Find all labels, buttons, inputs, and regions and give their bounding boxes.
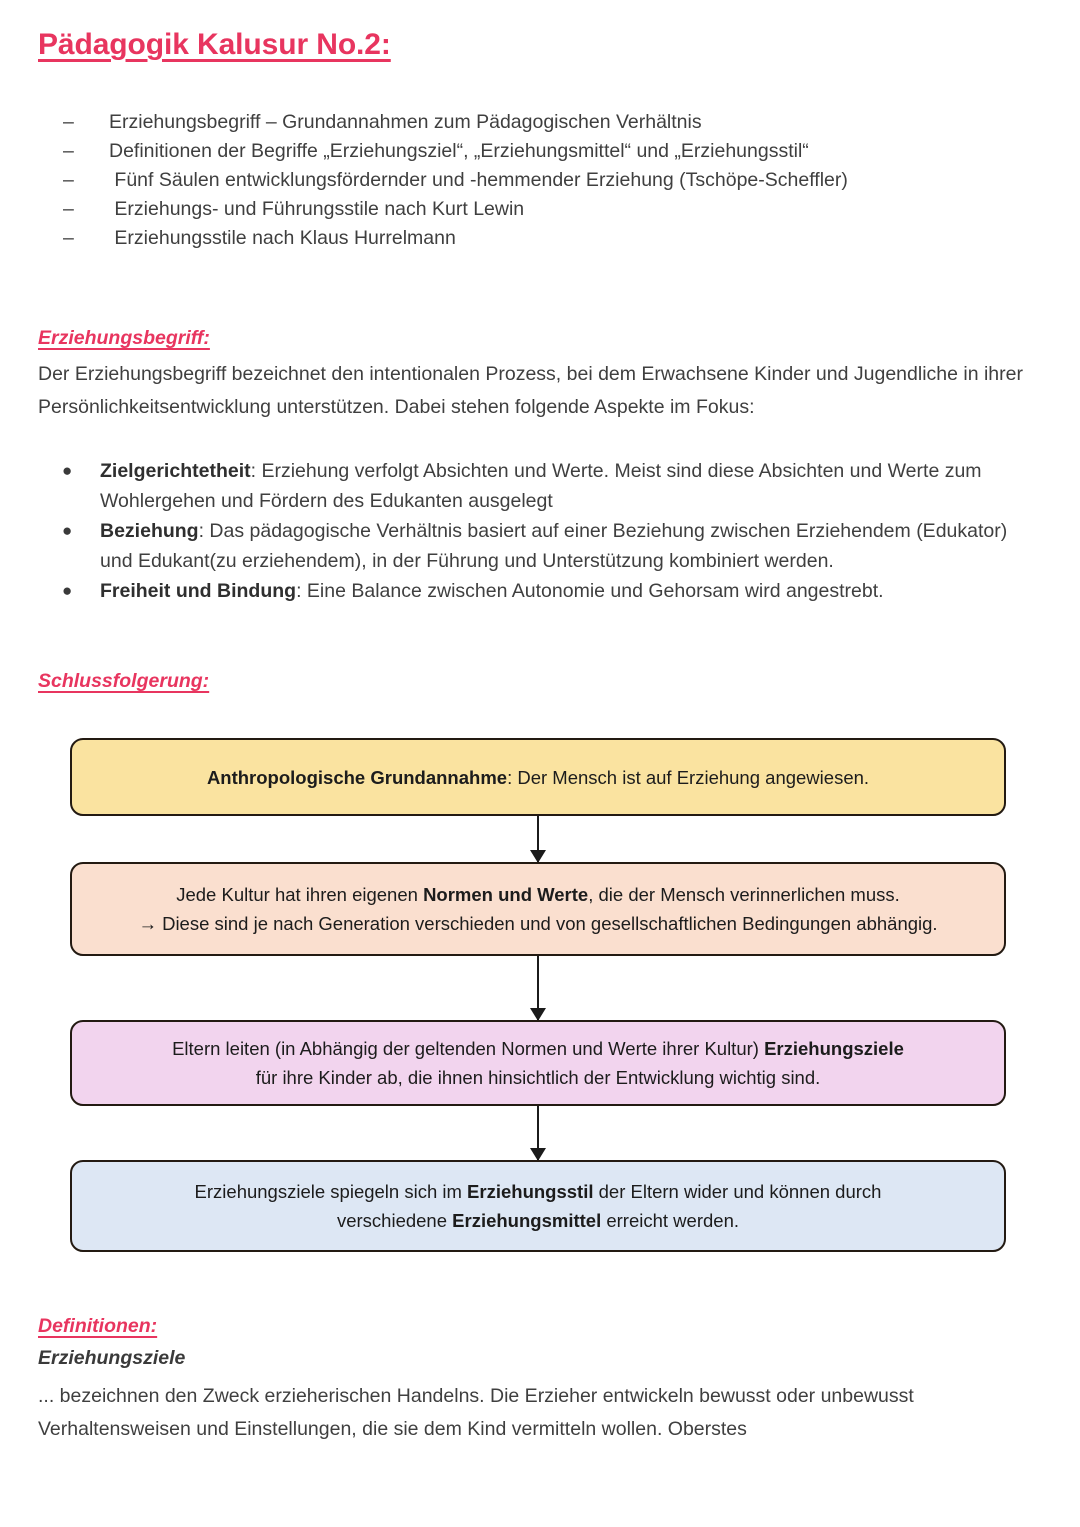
bullet-dot-icon: ●	[62, 521, 73, 540]
flowchart-box-bold-lead: Anthropologische Grundannahme	[206, 766, 508, 788]
flowchart-box-rest: : Der Mensch ist auf Erziehung angewiesen.	[507, 766, 870, 788]
flowchart-box-normen-und-werte	[70, 862, 1006, 956]
flowchart	[70, 738, 1006, 1252]
flow-arrow-1	[70, 816, 1006, 862]
agenda-item-label: Erziehungsbegriff – Grundannahmen zum Pädagogischen Verhältnis	[109, 111, 702, 133]
bullet-list	[0, 456, 1080, 606]
flowchart-box-text	[98, 1177, 978, 1235]
dash-marker-icon: –	[63, 169, 74, 191]
list-item	[0, 576, 1080, 606]
page-title: Pädagogik Kalusur No.2:	[38, 28, 391, 61]
flowchart-box-anthropologische-grundannahme	[70, 738, 1006, 816]
bullet-text	[100, 576, 1040, 606]
paragraph-definitionen: ... bezeichnen den Zweck erzieherischen Handelns. Die Erzieher entwickeln bewusst oder unbewusst Verhaltensweisen und Einstellungen, die sie dem Kind vermitteln wollen. Oberstes	[38, 1385, 914, 1440]
flowchart-box-text	[98, 1034, 978, 1092]
subheading-erziehungsziele: Erziehungsziele	[38, 1347, 186, 1369]
agenda-item-label: Erziehungsstile nach Klaus Hurrelmann	[109, 227, 456, 249]
flowchart-line1-post: der Eltern wider und können durch	[593, 1181, 882, 1202]
bullet-text	[100, 516, 1040, 576]
bullet-term: Beziehung	[100, 520, 199, 542]
flowchart-box-erziehungsziele	[70, 1020, 1006, 1106]
flow-arrow-3	[70, 1106, 1006, 1160]
flowchart-line2-pre: verschiedene	[336, 1210, 453, 1231]
flowchart-line1-post: , die der Mensch verinnerlichen muss.	[588, 884, 900, 905]
dash-marker-icon: –	[63, 140, 74, 162]
dash-marker-icon: –	[63, 198, 74, 220]
flowchart-line1-pre: Jede Kultur hat ihren eigenen	[176, 884, 424, 905]
bullet-text	[100, 456, 1040, 516]
flowchart-line1-bold: Normen und Werte	[423, 884, 589, 905]
agenda-item-label: Fünf Säulen entwicklungsfördernder und -hemmender Erziehung (Tschöpe-Scheffler)	[109, 169, 848, 191]
section-heading-definitionen: Definitionen:	[38, 1315, 158, 1337]
flowchart-line1-bold: Erziehungsziele	[764, 1038, 904, 1059]
list-item	[0, 195, 1080, 224]
agenda-list	[0, 108, 1080, 253]
bullet-term: Freiheit und Bindung	[100, 580, 297, 602]
bullet-rest: : Erziehung verfolgt Absichten und Werte. Meist sind diese Absichten und Werte zum Wohlergehen und Fördern des Edukanten ausgelegt	[100, 460, 982, 512]
bullet-dot-icon: ●	[62, 461, 73, 480]
bullet-term: Zielgerichtetheit	[100, 460, 251, 482]
flowchart-line1-pre: Eltern leiten (in Abhängig der geltenden Normen und Werte ihrer Kultur)	[172, 1038, 765, 1059]
flowchart-box-erziehungsstil	[70, 1160, 1006, 1252]
paragraph-erziehungsbegriff: Der Erziehungsbegriff bezeichnet den intentionalen Prozess, bei dem Erwachsene Kinder und Jugendliche in ihrer Persönlichkeitsentwicklung unterstützen. Dabei stehen folgende Aspekte im Fokus:	[38, 363, 1023, 418]
list-item	[0, 166, 1080, 195]
bullet-rest: : Das pädagogische Verhältnis basiert auf einer Beziehung zwischen Erziehendem (Edukator) und Edukant(zu erziehendem), in der Führung und Unterstützung kombiniert werden.	[100, 520, 1008, 572]
section-heading-erziehungsbegriff: Erziehungsbegriff:	[38, 327, 210, 349]
bullet-dot-icon: ●	[62, 581, 73, 600]
dash-marker-icon: –	[63, 227, 74, 249]
flow-arrow-2	[70, 956, 1006, 1020]
section-heading-schlussfolgerung: Schlussfolgerung:	[38, 670, 210, 692]
dash-marker-icon: –	[63, 111, 74, 133]
agenda-item-label: Erziehungs- und Führungsstile nach Kurt Lewin	[109, 198, 525, 220]
flowchart-line1-pre: Erziehungsziele spiegeln sich im	[194, 1181, 468, 1202]
flowchart-line2-post: erreicht werden.	[601, 1210, 740, 1231]
flowchart-box-text	[98, 880, 978, 938]
flowchart-line2: für ihre Kinder ab, die ihnen hinsichtlich der Entwicklung wichtig sind.	[255, 1067, 821, 1088]
flowchart-line2: → Diese sind je nach Generation verschieden und von gesellschaftlichen Bedingungen abhängig.	[138, 913, 938, 934]
flowchart-line2-bold: Erziehungsmittel	[452, 1210, 602, 1231]
flowchart-box-text	[98, 763, 978, 792]
list-item	[0, 108, 1080, 137]
list-item	[0, 224, 1080, 253]
list-item	[0, 516, 1080, 576]
flowchart-line1-bold: Erziehungsstil	[467, 1181, 594, 1202]
list-item	[0, 456, 1080, 516]
agenda-item-label: Definitionen der Begriffe „Erziehungsziel“, „Erziehungsmittel“ und „Erziehungsstil“	[109, 140, 809, 162]
list-item	[0, 137, 1080, 166]
bullet-rest: : Eine Balance zwischen Autonomie und Gehorsam wird angestrebt.	[296, 580, 884, 602]
